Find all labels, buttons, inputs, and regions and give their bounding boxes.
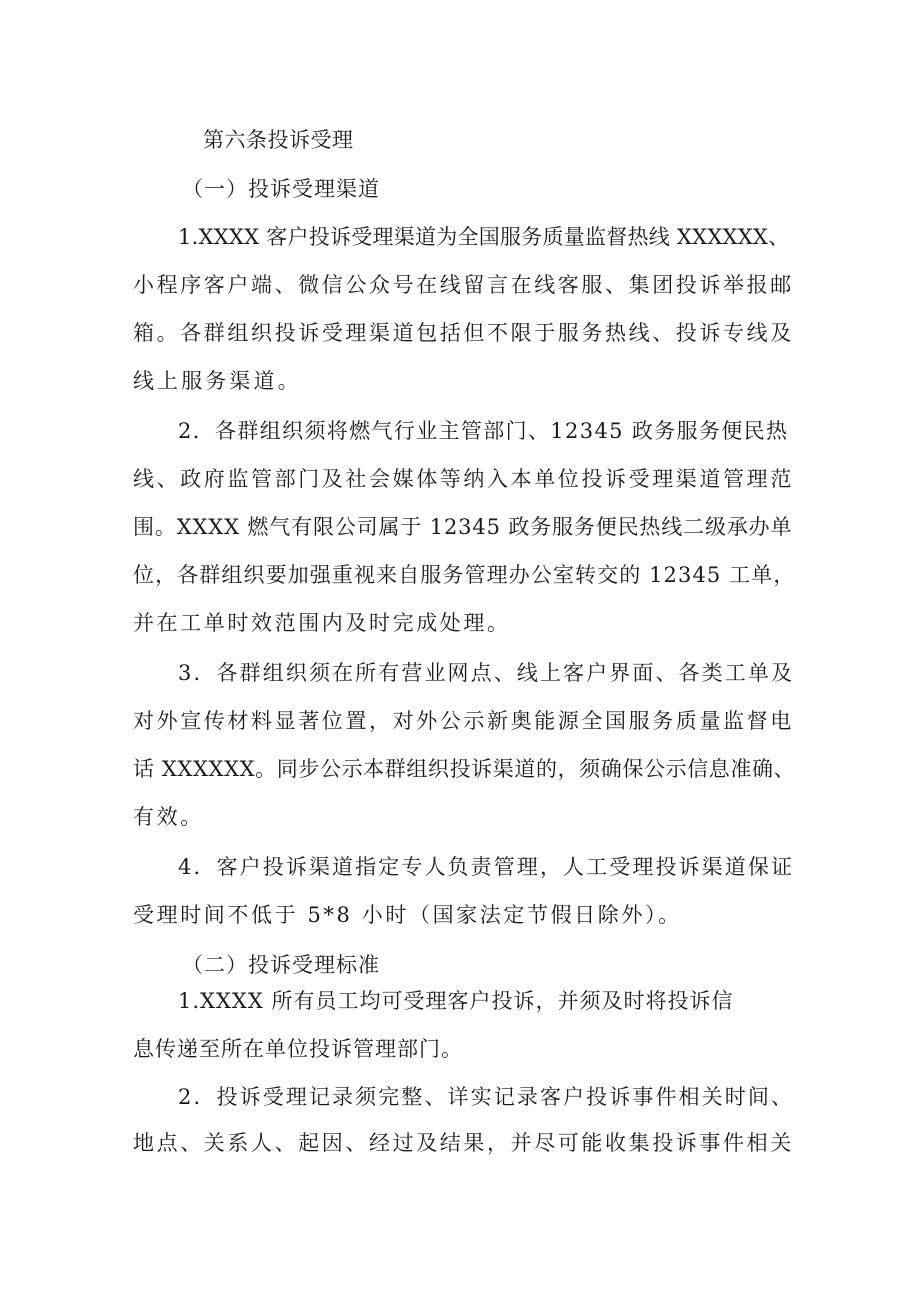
paragraph-line: 4．客户投诉渠道指定专人负责管理，人工受理投诉渠道保证	[178, 855, 795, 879]
paragraph-line: 话 XXXXXX。同步公示本群组织投诉渠道的，须确保公示信息准确、	[133, 757, 796, 781]
paragraph-line: 1.XXXX 所有员工均可受理客户投诉，并须及时将投诉信	[178, 989, 734, 1013]
paragraph-line: 位，各群组织要加强重视来自服务管理办公室转交的 12345 工单，	[133, 563, 796, 587]
paragraph-line: 对外宣传材料显著位置，对外公示新奥能源全国服务质量监督电	[133, 709, 794, 733]
paragraph-line: 围。XXXX 燃气有限公司属于 12345 政务服务便民热线二级承办单	[133, 515, 793, 539]
paragraph-line: 线、政府监管部门及社会媒体等纳入本单位投诉受理渠道管理范	[133, 467, 794, 491]
paragraph-line: 3．各群组织须在所有营业网点、线上客户界面、各类工单及	[178, 661, 795, 685]
paragraph-line: 息传递至所在单位投诉管理部门。	[133, 1037, 463, 1061]
paragraph-line: 2．投诉受理记录须完整、详实记录客户投诉事件相关时间、	[178, 1085, 795, 1109]
paragraph-line: 1.XXXX 客户投诉受理渠道为全国服务质量监督热线 XXXXXX、	[178, 225, 790, 249]
paragraph-line: 2．各群组织须将燃气行业主管部门、12345 政务服务便民热	[178, 419, 789, 443]
paragraph-line: 小程序客户端、微信公众号在线留言在线客服、集团投诉举报邮	[133, 273, 794, 297]
paragraph-line: 线上服务渠道。	[133, 369, 302, 393]
paragraph-line: 箱。各群组织投诉受理渠道包括但不限于服务热线、投诉专线及	[133, 321, 794, 345]
paragraph-line: 地点、关系人、起因、经过及结果，并尽可能收集投诉事件相关	[133, 1131, 794, 1155]
article-title: 第六条投诉受理	[203, 128, 354, 152]
section-heading-2: （二）投诉受理标准	[182, 953, 380, 977]
paragraph-line: 并在工单时效范围内及时完成处理。	[133, 611, 511, 635]
paragraph-line: 受理时间不低于 5*8 小时（国家法定节假日除外）。	[133, 903, 682, 927]
section-heading-1: （一）投诉受理渠道	[182, 177, 380, 201]
paragraph-line: 有效。	[133, 805, 204, 829]
